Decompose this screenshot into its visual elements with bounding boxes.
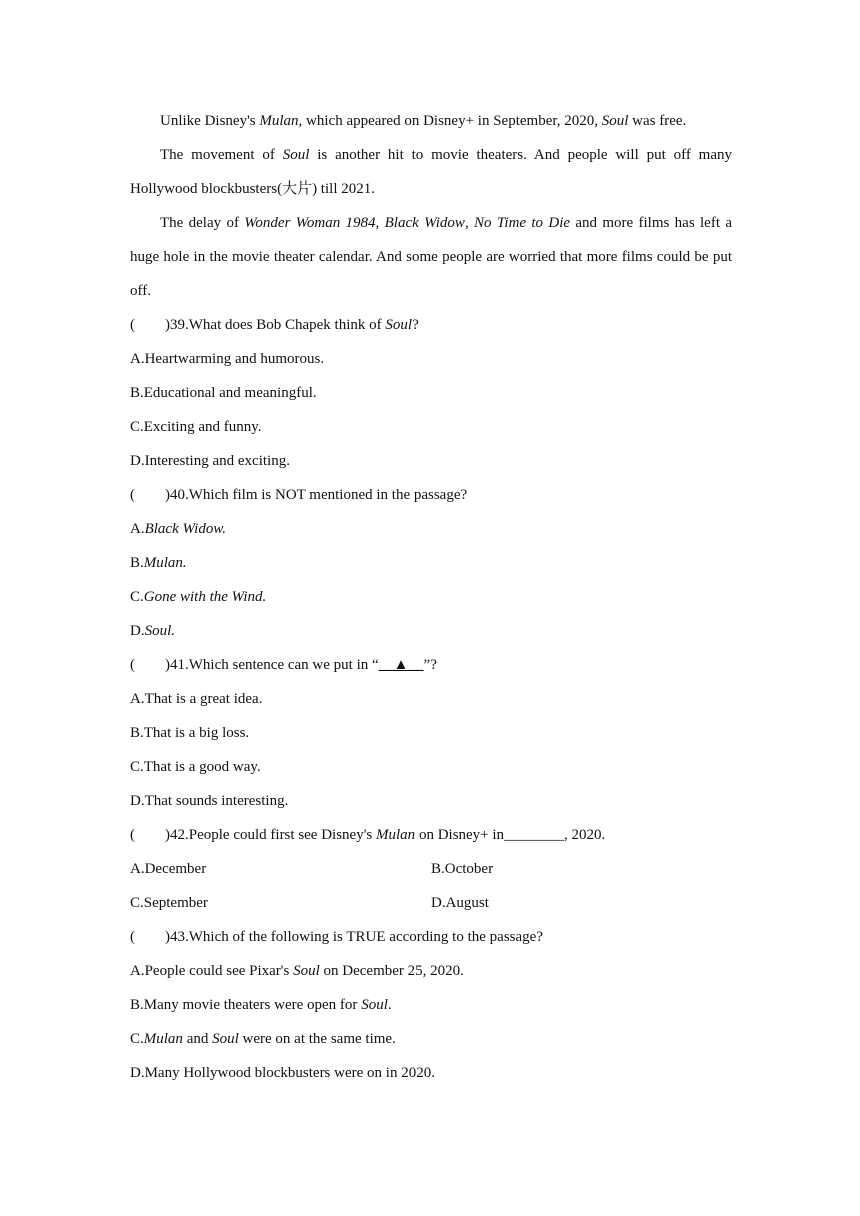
answer-bracket-close: ) — [165, 929, 170, 945]
options-42-row-1 — [130, 852, 732, 886]
text: . — [387, 997, 392, 1013]
option-41-a[interactable]: A.That is a great idea. — [130, 691, 263, 707]
option-41-b[interactable]: B.That is a big loss. — [130, 725, 250, 741]
film-title: Black Widow. — [144, 521, 226, 537]
text: A.People could see Pixar's — [130, 963, 294, 979]
question-text: 41.Which sentence can we put in “ — [170, 657, 379, 673]
answer-bracket[interactable]: ( — [130, 487, 135, 503]
question-39-stem — [130, 308, 732, 342]
question-text: ? — [412, 317, 419, 333]
option-43-c[interactable] — [130, 1022, 732, 1056]
option-43-d[interactable]: D.Many Hollywood blockbusters were on in 2020. — [130, 1065, 435, 1081]
text: B.Many movie theaters were open for — [130, 997, 362, 1013]
film-title: Mulan. — [143, 555, 187, 571]
option-39-c[interactable]: C.Exciting and funny. — [130, 419, 262, 435]
film-title: Soul. — [144, 623, 176, 639]
question-text: on Disney+ in________, 2020. — [415, 827, 606, 843]
answer-bracket[interactable]: ( — [130, 929, 135, 945]
option-39-a[interactable]: A.Heartwarming and humorous. — [130, 351, 325, 367]
option-40-d[interactable] — [130, 614, 732, 648]
text: and — [182, 1031, 213, 1047]
film-title: Soul — [282, 147, 310, 163]
answer-bracket[interactable]: ( — [130, 317, 135, 333]
option-42-c[interactable]: C.September — [130, 895, 208, 911]
question-text: 39.What does Bob Chapek think of — [170, 317, 386, 333]
film-title: Black Widow — [384, 215, 465, 231]
option-43-a[interactable] — [130, 954, 732, 988]
film-title: Soul — [601, 113, 629, 129]
text: Unlike Disney's — [160, 113, 260, 129]
option-42-a[interactable]: A.December — [130, 861, 207, 877]
option-40-c[interactable] — [130, 580, 732, 614]
option-39-d[interactable]: D.Interesting and exciting. — [130, 453, 290, 469]
answer-bracket[interactable]: ( — [130, 827, 135, 843]
answer-bracket[interactable]: ( — [130, 657, 135, 673]
option-letter: D. — [130, 623, 145, 639]
text: , — [464, 215, 475, 231]
film-title: Mulan — [376, 827, 416, 843]
answer-bracket-close: ) — [165, 827, 170, 843]
option-40-b[interactable] — [130, 546, 732, 580]
text: and more films has left a huge hole in the movie theater calendar. And some people are worried that more films could be put off. — [130, 215, 732, 299]
answer-bracket-close: ) — [165, 317, 170, 333]
text: The movement of — [160, 147, 283, 163]
question-text: 42.People could first see Disney's — [170, 827, 377, 843]
film-title: Mulan — [143, 1031, 183, 1047]
text: , — [375, 215, 385, 231]
option-letter: C. — [130, 589, 144, 605]
film-title: Soul — [385, 317, 413, 333]
question-text: 40.Which film is NOT mentioned in the passage? — [170, 487, 468, 503]
option-42-b[interactable]: B.October — [431, 861, 494, 877]
option-39-b[interactable]: B.Educational and meaningful. — [130, 385, 317, 401]
film-title: Soul — [361, 997, 388, 1013]
text: were on at the same time. — [238, 1031, 396, 1047]
film-title: Soul — [293, 963, 320, 979]
text: is another hit to movie theaters. And people will put off many Hollywood blockbusters(大片) till 2021. — [130, 147, 733, 197]
film-title: Soul — [212, 1031, 239, 1047]
text: was free. — [628, 113, 687, 129]
passage-paragraph-1 — [130, 104, 732, 138]
film-title: Gone with the Wind. — [143, 589, 267, 605]
option-43-b[interactable] — [130, 988, 732, 1022]
answer-bracket-close: ) — [165, 657, 170, 673]
question-43-stem — [130, 920, 732, 954]
options-42-row-2 — [130, 886, 732, 920]
text: The delay of — [160, 215, 245, 231]
question-text: 43.Which of the following is TRUE according to the passage? — [170, 929, 543, 945]
question-41-stem — [130, 648, 732, 682]
option-40-a[interactable] — [130, 512, 732, 546]
option-41-d[interactable]: D.That sounds interesting. — [130, 793, 289, 809]
text: C. — [130, 1031, 144, 1047]
film-title: Mulan — [259, 113, 299, 129]
question-42-stem — [130, 818, 732, 852]
passage-paragraph-2 — [130, 138, 732, 206]
text: , which appeared on Disney+ in September, 2020, — [298, 113, 602, 129]
blank-triangle-marker: __▲__ — [378, 657, 424, 673]
question-40-stem — [130, 478, 732, 512]
question-text: ”? — [423, 657, 437, 673]
option-letter: B. — [130, 555, 144, 571]
passage-paragraph-3 — [130, 206, 732, 308]
answer-bracket-close: ) — [165, 487, 170, 503]
film-title: No Time to Die — [474, 215, 571, 231]
text: on December 25, 2020. — [319, 963, 464, 979]
option-41-c[interactable]: C.That is a good way. — [130, 759, 261, 775]
option-42-d[interactable]: D.August — [431, 895, 489, 911]
film-title: Wonder Woman 1984 — [244, 215, 376, 231]
document-page — [130, 104, 732, 1090]
option-letter: A. — [130, 521, 145, 537]
